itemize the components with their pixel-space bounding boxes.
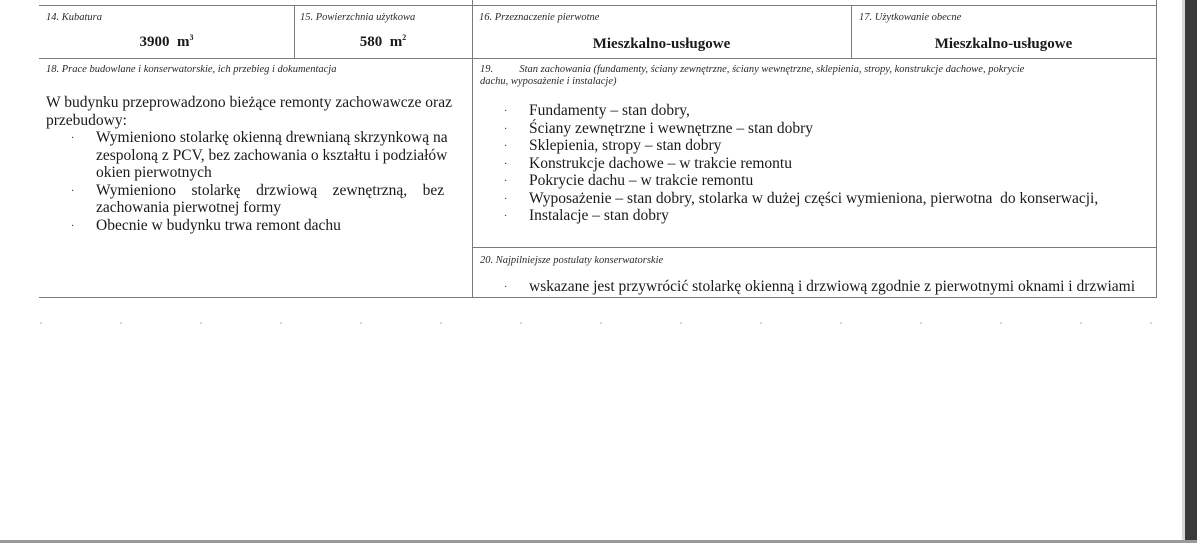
field-17 (859, 12, 1149, 24)
field-15-value (294, 33, 472, 51)
item-text: Ściany zewnętrzne i wewnętrzne – stan dobry (529, 119, 814, 137)
field-18-label: 18. Prace budowlane i konserwatorskie, ich przebieg i dokumentacja (46, 64, 337, 75)
field-16-value: Mieszkalno-usługowe (592, 36, 731, 52)
rule (39, 5, 1157, 6)
field-19 (480, 64, 1150, 88)
page-edge-shadow (1182, 0, 1185, 543)
area-unit: m (389, 34, 403, 50)
scan-dot (760, 322, 762, 324)
bullet-icon: · (504, 282, 508, 293)
list-item (480, 278, 1156, 296)
bullet-icon: · (504, 106, 508, 117)
field-18-body (46, 94, 468, 234)
postulates-list (480, 278, 1156, 296)
rule (472, 247, 1157, 248)
item-text: wskazane jest przywrócić stolarkę okienną i drzwiową zgodnie z pierwotnymi oknami i drzwiami (529, 278, 1136, 295)
scan-dot (520, 322, 522, 324)
bullet-icon: · (504, 123, 508, 135)
kubatura-value: 3900 (139, 34, 170, 50)
field-19-label-1: Stan zachowania (fundamenty, ściany zewnętrzne, ściany wewnętrzne, sklepienia, stropy, konstrukcje dachowe, pokrycie (519, 64, 1025, 75)
item-line: Obecnie w budynku trwa remont dachu (96, 216, 341, 234)
field-15 (300, 12, 470, 24)
scan-dot (840, 322, 842, 324)
field-18 (46, 64, 466, 76)
rule (39, 297, 1157, 298)
bullet-icon: · (504, 211, 508, 222)
list-item (480, 102, 1150, 120)
scan-dot (920, 322, 922, 324)
condition-list (480, 102, 1150, 225)
item-line: Wymieniono stolarkę okienną drewnianą skrzynkową na (96, 129, 448, 146)
kubatura-unit: m (177, 34, 190, 50)
item-line: okien pierwotnych (96, 164, 212, 181)
field-19-body (480, 102, 1150, 225)
area-value: 580 (359, 34, 383, 50)
bullet-icon: · (504, 176, 508, 187)
scan-dot (200, 322, 202, 324)
field-20-body (480, 278, 1156, 296)
bullet-icon: · (71, 220, 75, 232)
field-18-intro-2: przebudowy: (46, 111, 127, 129)
bullet-icon: · (504, 141, 508, 152)
item-line: zespoloną z PCV, bez zachowania o kształtu i podziałów (96, 146, 448, 164)
item-text: Pokrycie dachu – w trakcie remontu (529, 172, 754, 189)
list-item (46, 217, 468, 235)
field-16 (479, 12, 839, 24)
scan-dot (40, 322, 42, 324)
bullet-icon: · (504, 158, 508, 170)
item-text: Konstrukcje dachowe – w trakcie remontu (529, 154, 792, 172)
scan-dot (1150, 322, 1152, 324)
scan-dot (440, 322, 442, 324)
item-text: Sklepienia, stropy – stan dobry (529, 137, 722, 154)
rule (1156, 0, 1157, 298)
form-table (39, 0, 1157, 298)
scan-dot (1080, 322, 1082, 324)
scan-dot (600, 322, 602, 324)
rule (39, 58, 1157, 59)
field-16-label: 16. Przeznaczenie pierwotne (479, 12, 600, 23)
item-text: Wyposażenie – stan dobry, stolarka w dużej części wymieniona, pierwotna do konserwacji, (529, 189, 1099, 207)
field-19-label (480, 64, 1150, 88)
scan-dot (680, 322, 682, 324)
field-17-value: Mieszkalno-usługowe (934, 36, 1073, 52)
list-item (480, 120, 1150, 138)
list-item (480, 172, 1150, 190)
item-line: Wymieniono stolarkę drzwiową zewnętrzną, bez (96, 181, 445, 199)
list-item (480, 207, 1150, 225)
field-17-label: 17. Użytkowanie obecne (859, 12, 962, 23)
field-20 (480, 255, 1150, 267)
list-item (480, 137, 1150, 155)
list-item (480, 155, 1150, 173)
item-text: Fundamenty – stan dobry, (529, 102, 690, 119)
scan-dot (360, 322, 362, 324)
field-14 (46, 12, 291, 24)
list-item (480, 190, 1150, 208)
list-item (46, 129, 468, 182)
field-20-label: 20. Najpilniejsze postulaty konserwatorskie (480, 255, 664, 266)
list-item (46, 182, 468, 217)
area-unit-exp: 2 (402, 33, 407, 42)
field-15-label: 15. Powierzchnia użytkowa (300, 12, 416, 23)
field-14-value (39, 33, 294, 51)
field-19-number: 19. (480, 64, 494, 75)
scan-dot (120, 322, 122, 324)
item-line: zachowania pierwotnej formy (96, 199, 282, 216)
kubatura-unit-exp: 3 (189, 33, 194, 42)
scan-artifacts (0, 322, 1197, 332)
field-18-intro-1: W budynku przeprowadzono bieżące remonty zachowawcze oraz (46, 94, 452, 111)
item-text: Instalacje – stan dobry (529, 207, 669, 224)
page-edge (1185, 0, 1197, 543)
scan-dot (1000, 322, 1002, 324)
scan-dot (280, 322, 282, 324)
field-19-label-2: dachu, wyposażenie i instalacje) (480, 76, 617, 87)
field-18-list (46, 129, 468, 234)
field-14-label: 14. Kubatura (46, 12, 103, 23)
bullet-icon: · (504, 193, 508, 205)
bullet-icon: · (71, 185, 75, 197)
bullet-icon: · (71, 133, 75, 144)
